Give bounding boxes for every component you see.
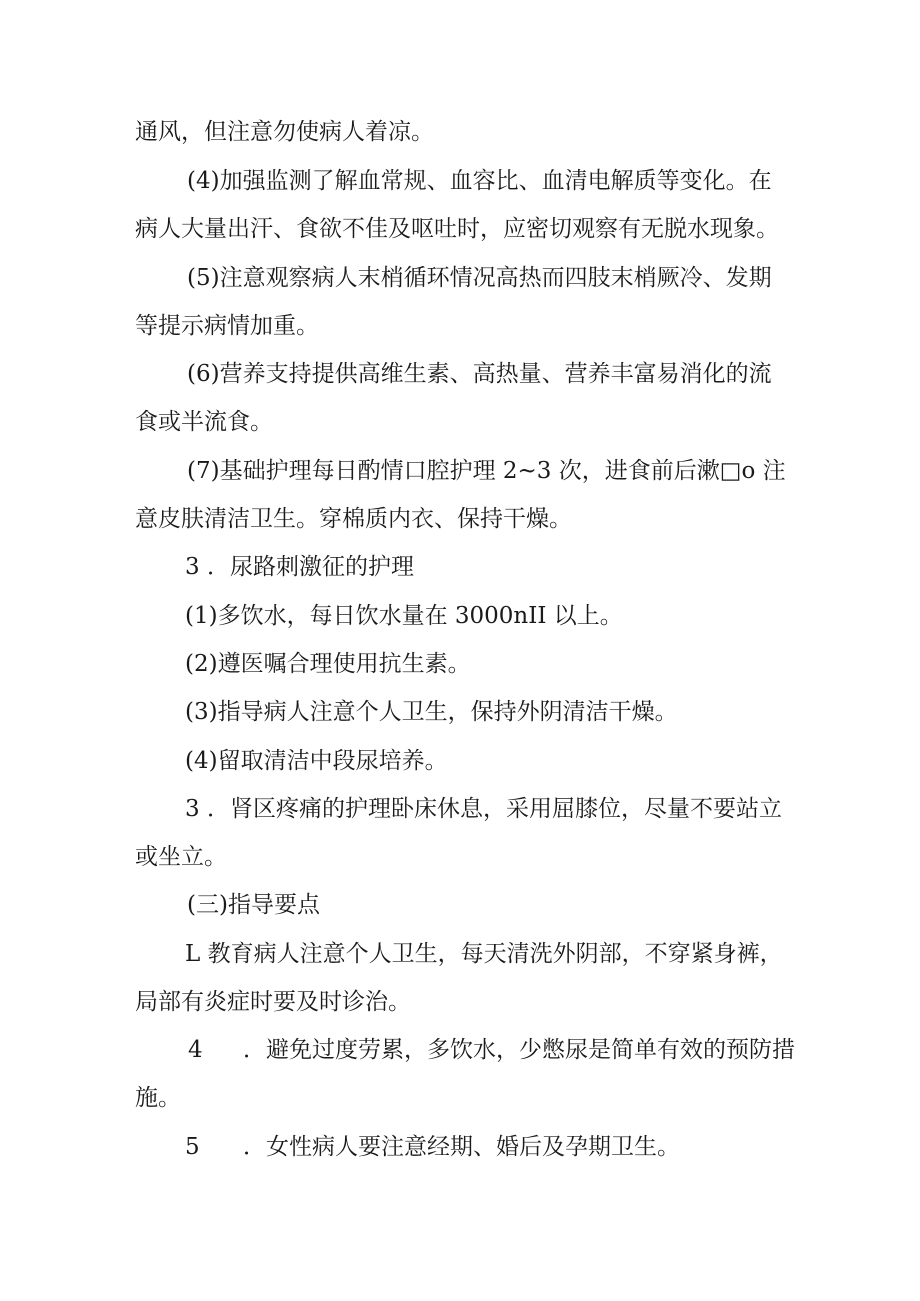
text-line-8: (7)基础护理每日酌情口腔护理 2~3 次，进食前后漱□o 注	[187, 458, 786, 484]
text-line-14: (4)留取清洁中段尿培养。	[185, 748, 448, 774]
text-line-15: 3 ．肾区疼痛的护理卧床休息，采用屈膝位，尽量不要站立	[185, 796, 782, 822]
text-line-16: 或坐立。	[135, 844, 227, 870]
list-number-5: 5	[185, 1134, 200, 1160]
text-line-13: (3)指导病人注意个人卫生，保持外阴清洁干燥。	[185, 699, 678, 725]
text-line-21: 施。	[135, 1085, 181, 1111]
text-line-9: 意皮肤清洁卫生。穿棉质内衣、保持干燥。	[135, 506, 572, 532]
text-line-18: L 教育病人注意个人卫生，每天清洗外阴部，不穿紧身裤，	[185, 941, 783, 967]
text-line-22: ．女性病人要注意经期、婚后及孕期卫生。	[243, 1134, 680, 1160]
text-line-11: (1)多饮水，每日饮水量在 3000nII 以上。	[185, 603, 623, 629]
text-line-2: (4)加强监测了解血常规、血容比、血清电解质等变化。在	[187, 168, 772, 194]
text-line-12: (2)遵医嘱合理使用抗生素。	[185, 651, 471, 677]
list-number-4: 4	[188, 1037, 203, 1063]
text-line-4: (5)注意观察病人末梢循环情况高热而四肢末梢厥冷、发期	[187, 265, 772, 291]
section-heading-guidance: (三)指导要点	[187, 892, 320, 918]
text-line-1: 通风，但注意勿使病人着凉。	[135, 119, 434, 145]
section-heading-urinary: 3 ．尿路刺激征的护理	[185, 554, 414, 580]
text-line-3: 病人大量出汗、食欲不佳及呕吐时，应密切观察有无脱水现象。	[135, 216, 779, 242]
text-line-5: 等提示病情加重。	[135, 313, 319, 339]
text-line-7: 食或半流食。	[135, 409, 273, 435]
text-line-6: (6)营养支持提供高维生素、高热量、营养丰富易消化的流	[187, 361, 772, 387]
text-line-20: ．避免过度劳累，多饮水，少憋尿是简单有效的预防措	[243, 1037, 795, 1063]
text-line-19: 局部有炎症时要及时诊治。	[135, 989, 411, 1015]
